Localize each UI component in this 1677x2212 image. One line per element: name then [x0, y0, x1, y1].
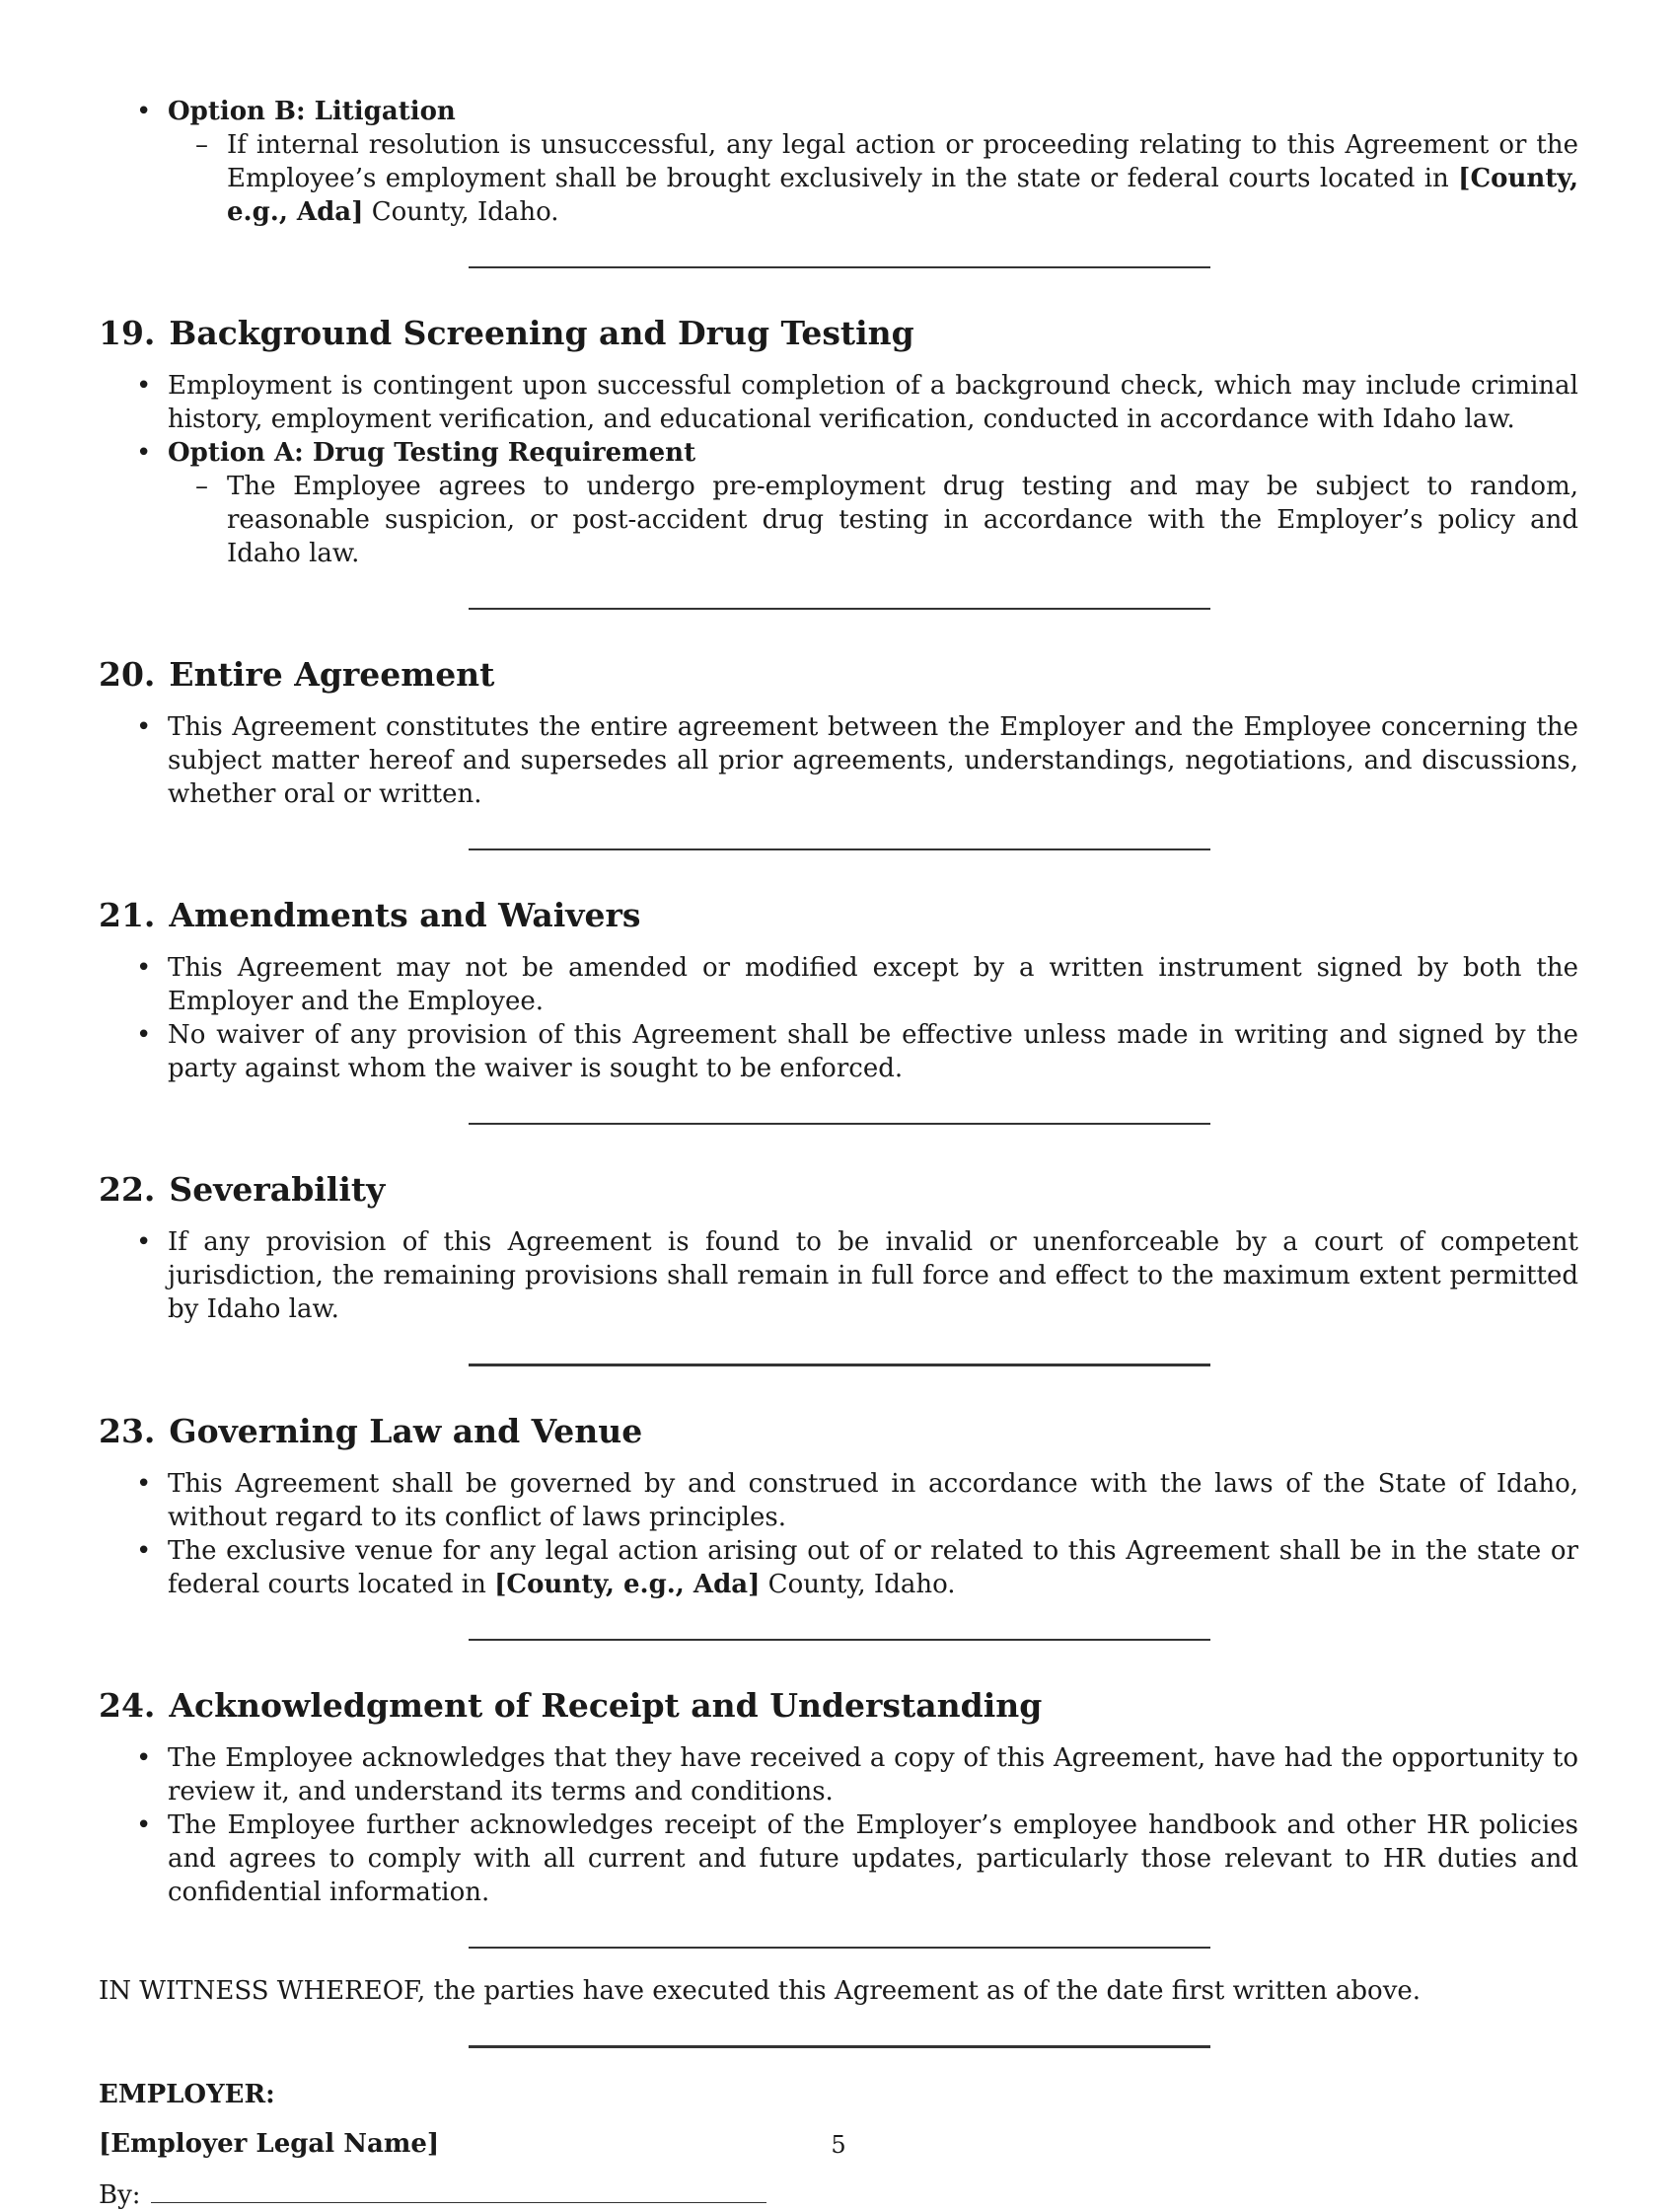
section-heading-20: 20. Entire Agreement [99, 655, 495, 694]
by-label: By: [99, 2180, 141, 2210]
page-number: 5 [831, 2131, 846, 2159]
option-a-title: Option A: Drug Testing Requirement [168, 438, 696, 468]
section-divider [469, 608, 1210, 610]
list-item [99, 95, 1578, 128]
list-item: • The Employee further acknowledges receipt of the Employer’s employee handbook and other HR policies and agrees to comply with all current and future updates, particularly those relevant to HR duties and confidential information. [99, 1808, 1578, 1909]
list-item: • The Employee acknowledges that they have received a copy of this Agreement, have had the opportunity to review it, and understand its terms and conditions. [99, 1741, 1578, 1808]
section-heading-21: 21. Amendments and Waivers [99, 896, 641, 934]
list-item: • The exclusive venue for any legal action arising out of or related to this Agreement shall be in the state or federal courts located in [County, e.g., Ada] County, Idaho. [99, 1534, 1578, 1601]
employer-label: EMPLOYER: [99, 2080, 275, 2109]
section-24-list [99, 1741, 1578, 1909]
section-22-list [99, 1225, 1578, 1326]
section-divider [469, 2045, 1210, 2048]
list-item [99, 128, 1578, 229]
section-heading-23: 23. Governing Law and Venue [99, 1412, 643, 1450]
option-b-text: If internal resolution is unsuccessful, any legal action or proceeding relating to this Agreement or the Employee’s employment shall be brought exclusively in the state or federal courts located in [227, 130, 1578, 193]
section-divider [469, 848, 1210, 850]
section-heading-22: 22. Severability [99, 1170, 386, 1209]
section-divider [469, 1364, 1210, 1366]
section-divider [469, 1639, 1210, 1641]
list-item [99, 436, 1578, 470]
document-content [99, 95, 1578, 2212]
section-21-list [99, 951, 1578, 1085]
section-20-list [99, 710, 1578, 811]
section-heading-19: 19. Background Screening and Drug Testing [99, 314, 914, 352]
county-placeholder: [County, e.g., Ada] [494, 1570, 761, 1599]
list-item: • This Agreement may not be amended or modified except by a written instrument signed by both the Employer and the Employee. [99, 951, 1578, 1018]
option-b-list [99, 95, 1578, 229]
employer-name: [Employer Legal Name] [99, 2129, 440, 2159]
section-divider [469, 1947, 1210, 1949]
list-item: • If any provision of this Agreement is found to be invalid or unenforceable by a court of competent jurisdiction, the remaining provisions shall remain in full force and effect to the maximum extent permitted by Idaho law. [99, 1225, 1578, 1326]
section-divider [469, 266, 1210, 268]
section-divider [469, 1123, 1210, 1125]
signature-by-line [99, 2176, 1578, 2212]
option-b-text-end: County, Idaho. [363, 197, 559, 227]
witness-clause: IN WITNESS WHEREOF, the parties have executed this Agreement as of the date first written above. [99, 1976, 1422, 2006]
list-item: • No waiver of any provision of this Agreement shall be effective unless made in writing and signed by the party against whom the waiver is sought to be enforced. [99, 1018, 1578, 1085]
list-item: • This Agreement constitutes the entire agreement between the Employer and the Employee concerning the subject matter hereof and supersedes all prior agreements, understandings, negotiations, and discussions, whether oral or written. [99, 710, 1578, 811]
signature-line[interactable] [151, 2176, 766, 2203]
list-item: • This Agreement shall be governed by and construed in accordance with the laws of the State of Idaho, without regard to its conflict of laws principles. [99, 1467, 1578, 1534]
option-b-title: Option B: Litigation [168, 97, 456, 126]
list-item: – The Employee agrees to undergo pre-employment drug testing and may be subject to random, reasonable suspicion, or post-accident drug testing in accordance with the Employer’s policy and Idaho law. [99, 470, 1578, 570]
section-heading-24: 24. Acknowledgment of Receipt and Understanding [99, 1686, 1043, 1725]
section-23-list [99, 1467, 1578, 1601]
list-item: • Employment is contingent upon successful completion of a background check, which may include criminal history, employment verification, and educational verification, conducted in accordance with Idaho law. [99, 369, 1578, 436]
county-placeholder: [County, e.g., Ada] [227, 164, 1578, 227]
section-19-list [99, 369, 1578, 570]
